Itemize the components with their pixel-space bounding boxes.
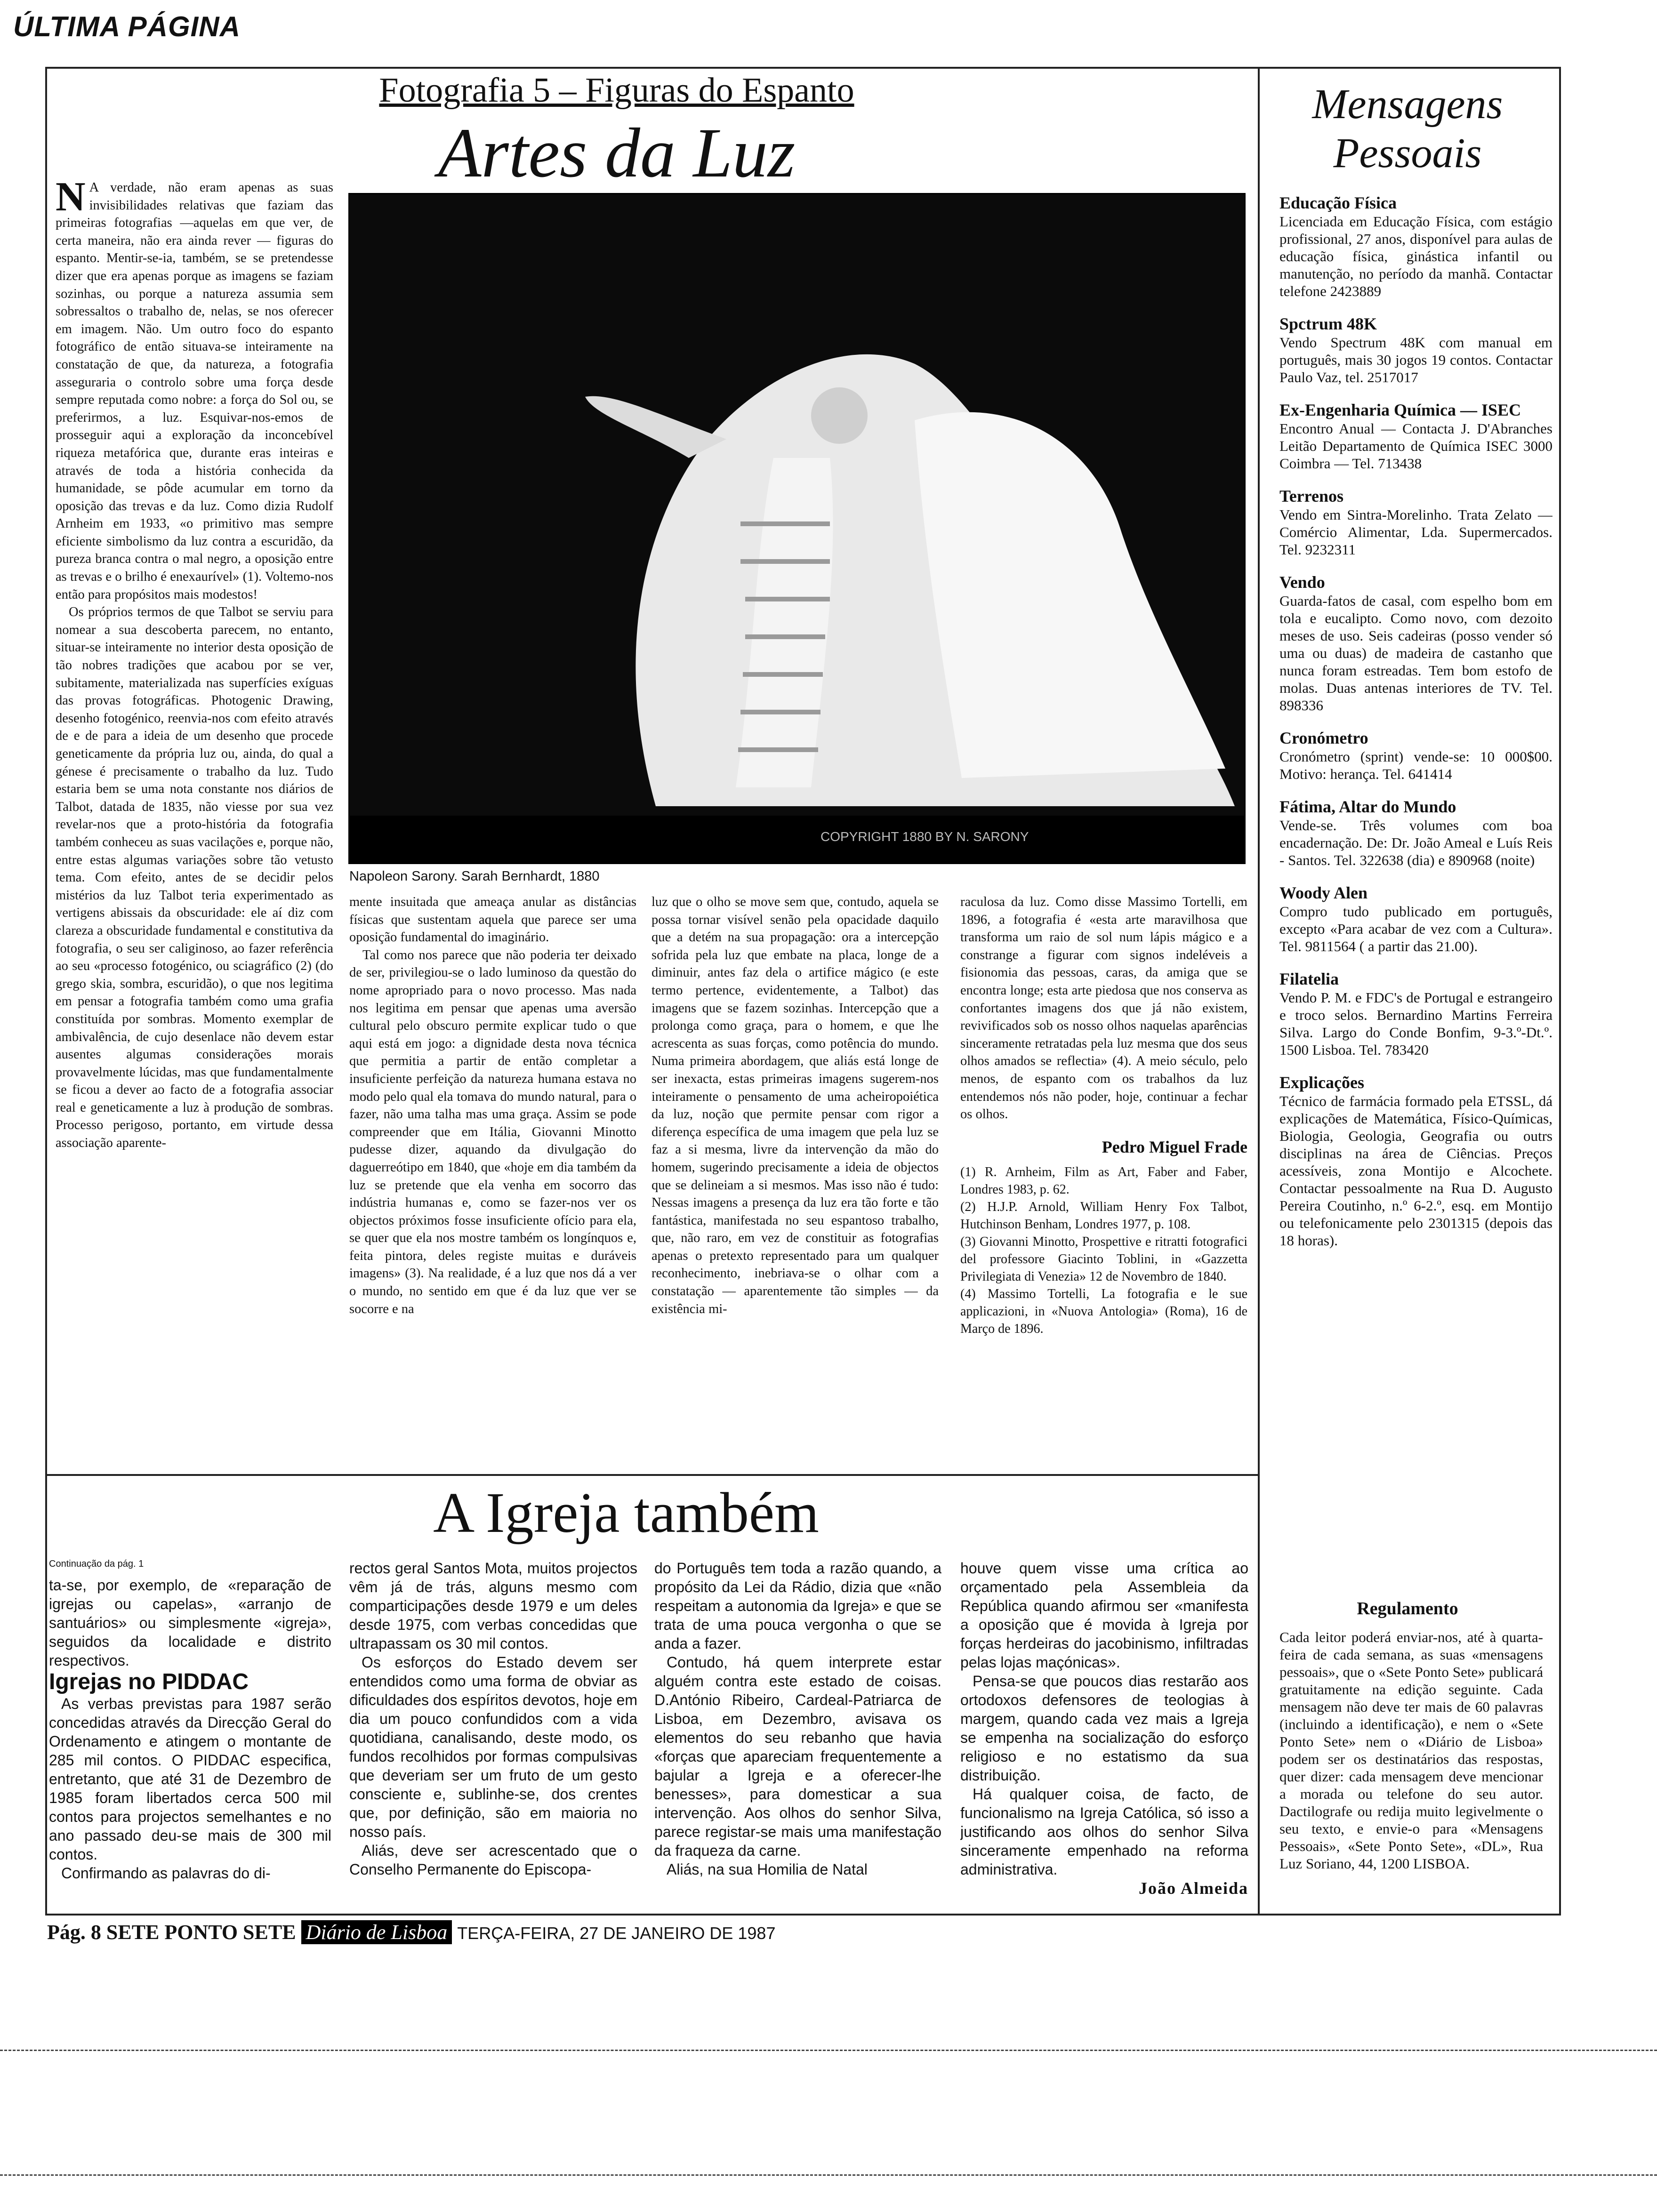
article-column-4	[960, 893, 1247, 1472]
reference-item: (4) Massimo Tortelli, La fotografia e le sue applicazioni, in «Nuova Antologia» (Roma), 16 de Março de 1896.	[960, 1287, 1247, 1337]
igreja-paragraph: rectos geral Santos Mota, muitos projectos vêm já de trás, alguns mesmo com comparticipações desde 1979 e um deles desde 1975, com verbas concedidas que ultrapassam os 30 mil contos.	[349, 1560, 637, 1652]
igreja-author: João Almeida	[1138, 1879, 1248, 1898]
ad-text: Vendo P. M. e FDC's de Portugal e estrangeiro e troco selos. Bernardino Martins Ferreira Silva. Largo do Conde Bonfim, 9-3.º-Dt.º. 1500 Lisboa. Tel. 783420	[1279, 989, 1552, 1058]
igreja-paragraph: ta-se, por exemplo, de «reparação de igrejas ou capelas», «arranjo de santuários» ou simplesmente «igreja», seguidos da localidade e distrito respectivos.	[49, 1577, 331, 1669]
igreja-column-1	[49, 1576, 331, 1905]
article-paragraph: Os próprios termos de que Talbot se serviu para nomear a sua descoberta parecem, no entanto, situar-se inteiramente no interior desta oposição de tão nobres tradições que acabou por se ver, subitamente, materializada nas superfícies exíguas das provas fotográficas. Photogenic Drawing, desenho fotogénico, reenvia-nos com efeito através de e de para a ideia de um desenho que procede geneticamente da própria luz ou, ainda, do qual a génese é precisamente o trabalho da luz. Tudo estaria bem se uma nota constante nos diários de Talbot, datada de 1835, não viesse por sua vez revelar-nos que a proto-história da fotografia também conheceu as suas vacilações e, porque não, entre estas algumas variações sobre tão vetusto tema. Com efeito, antes de se decidir pelos mistérios da luz Talbot teria experimentado as vertigens abissais da obscuridade: ele aí diz com clareza a obscuridade fundamental e constitutiva da fotografia, o seu ser caliginoso, ao fazer referência ao seu «processo fotogénico, ou sciagráfico (2) (do grego skia, sombra, escuridão), o que nos legitima em pensar a fotografia também como uma grafia constituída por sombras. Momento exemplar de ambivalência, de cujo desenlace não devem estar ausentes algumas considerações morais provavelmente lúcidas, mas que fundamentalmente se ficou a dever ao facto de a fotografia associar real e geneticamente a luz à produção de sombras. Processo perigoso, portanto, em virtude dessa associação aparente-	[56, 605, 333, 1151]
reference-item: (2) H.J.P. Arnold, William Henry Fox Talbot, Hutchinson Benham, Londres 1977, p. 108.	[960, 1200, 1247, 1232]
article-paragraph: Tal como nos parece que não poderia ter deixado de ser, privilegiou-se o lado luminoso da questão do nome apropriado para o novo processo. Mas nada nos legitima em pensar que apenas uma aversão cultural pelo obscuro permite explicar tudo o que aqui está em jogo: a dignidade desta nova técnica que permitia a partir de então completar a insuficiente perfeição da natureza humana estava no modo pelo qual ela tomava do mundo natural, para o fazer, não uma talha mas uma graça. Assim se pode compreender que em Itália, Giovanni Minotto pudesse dizer, aquando da divulgação do daguerreótipo em 1840, que «hoje em dia também da luz se pretende que ela venha em socorro das indústria humanas e, como se fazer-nos ver os objectos próximos fosse insuficiente ofício para ela, se quer que ela nos mostre também os longínquos e, feita pintora, deles registe muitas e duráveis imagens» (3). Na realidade, é a luz que nos dá a ver o mundo, no sentido em que é da luz que ver se socorre e na	[349, 947, 636, 1316]
ad-heading: Spctrum 48K	[1279, 314, 1377, 333]
ad-heading: Ex-Engenharia Química — ISEC	[1279, 401, 1521, 419]
ad-text: Encontro Anual — Contacta J. D'Abranches Leitão Departamento de Química ISEC 3000 Coimbra — Tel. 713438	[1279, 420, 1552, 472]
ad-text: Cronómetro (sprint) vende-se: 10 000$00. Motivo: herança. Tel. 641414	[1279, 748, 1552, 782]
igreja-column-4	[960, 1559, 1248, 1907]
continuation-note: Continuação da pág. 1	[49, 1559, 144, 1569]
footer-brand-logo: Diário de Lisboa	[301, 1920, 452, 1944]
igreja-paragraph: Há qualquer coisa, de facto, de funcionalismo na Igreja Católica, só isso a justificando aos olhos do senhor Silva sinceramente empenhado na reforma administrativa.	[960, 1786, 1248, 1878]
article-author: Pedro Miguel Frade	[1102, 1137, 1247, 1156]
sarah-bernhardt-photo-image	[350, 194, 1244, 863]
igreja-paragraph: Confirmando as palavras do di-	[61, 1865, 271, 1882]
ad-text: Técnico de farmácia formado pela ETSSL, dá explicações de Matemática, Físico-Químicas, Biologia, Geologia, Geografia ou outrs disciplinas na área de Ciências. Preços acessíveis, zona Montijo e Alcochete. Contactar pessoalmente na Rua D. Augusto Pereira Coutinho, n.º 6-2.º, esq. em Montijo ou telefonicamente pelo 2301315 (depois das 18 horas).	[1279, 1093, 1552, 1249]
article-photo	[348, 193, 1246, 864]
footer-date: TERÇA-FEIRA, 27 DE JANEIRO DE 1987	[457, 1923, 776, 1943]
drop-cap: N	[56, 179, 86, 220]
cut-line	[0, 2050, 1657, 2051]
reference-item: (1) R. Arnheim, Film as Art, Faber and Faber, Londres 1983, p. 62.	[960, 1165, 1247, 1197]
igreja-column-3	[654, 1559, 941, 1907]
article-kicker: Fotografia 5 – Figuras do Espanto	[379, 71, 854, 110]
reference-item: (3) Giovanni Minotto, Prospettive e ritratti fotografici del professore Giacinto Toblini, in «Gazzetta Privilegiata di Venezia» 12 de Novembro de 1840.	[960, 1234, 1247, 1284]
photo-caption: Napoleon Sarony. Sarah Bernhardt, 1880	[349, 869, 600, 884]
ad-text: Vendo em Sintra-Morelinho. Trata Zelato — Comércio Alimentar, Lda. Supermercados. Tel. 9232311	[1279, 506, 1552, 558]
ad-heading: Filatelia	[1279, 970, 1339, 988]
article-divider	[45, 1474, 1260, 1476]
ad-heading: Fátima, Altar do Mundo	[1279, 797, 1456, 816]
ad-text: Vende-se. Três volumes com boa encadernação. De: Dr. João Ameal e Luís Reis - Santos. Tel. 322638 (dia) e 890968 (noite)	[1279, 817, 1552, 868]
article-column-3	[652, 893, 939, 1467]
igreja-paragraph: Pensa-se que poucos dias restarão aos ortodoxos defensores de teologias à margem, quando cada vez mais a Igreja se empenha na socialização do esforço religioso e no estatismo da sua distribuição.	[960, 1673, 1248, 1784]
igreja-paragraph: Aliás, deve ser acrescentado que o Conselho Permanente do Episcopa-	[349, 1842, 637, 1878]
article-references	[960, 1163, 1247, 1338]
regulamento-text: Cada leitor poderá enviar-nos, até à quarta-feira de cada semana, as suas «mensagens pessoais», que o «Sete Ponto Sete» publicará gratuitamente na edição seguinte. Cada mensagem não deve ter mais de 60 palavras (incluindo a identificação), e nem o «Sete Ponto Sete» nem o «Diário de Lisboa» podem ser os destinatários das respostas, quer dizer: cada mensagem deve mencionar a morada ou telefone do seu autor. Dactilografe ou redija muito legivelmente o seu texto, e envie-o para «Mensagens Pessoais», «Sete Ponto Sete», «DL», Rua Luz Soriano, 44, 1200 LISBOA.	[1279, 1629, 1543, 1872]
mensagens-ads	[1279, 193, 1552, 1586]
igreja-paragraph: houve quem visse uma crítica ao orçamentado pela Assembleia da República quando afirmou ser «manifesta a oposição que é movida à Igreja por forças herdeiras do jacobinismo, infiltradas pelas lojas maçónicas».	[960, 1560, 1248, 1671]
section-label: ÚLTIMA PÁGINA	[13, 11, 241, 42]
igreja-subhead: Igrejas no PIDDAC	[49, 1669, 249, 1694]
igreja-paragraph: Os esforços do Estado devem ser entendidos como uma forma de obviar as dificuldades dos espíritos devotos, hoje em dia um pouco confundidos com a vida quotidiana, canalisando, deste modo, os fundos recolhidos por formas compulsivas que deveriam ser um fruto de um gesto consciente e, sublinhe-se, dos crentes que, por definição, são em maioria no nosso país.	[349, 1654, 637, 1840]
footer-page-label: Pág. 8 SETE PONTO SETE	[47, 1921, 296, 1944]
article-column-1	[56, 179, 333, 1468]
ad-heading: Cronómetro	[1279, 729, 1368, 747]
igreja-paragraph: Aliás, na sua Homilia de Natal	[667, 1861, 868, 1878]
cut-line	[0, 2174, 1657, 2176]
photo-copyright: COPYRIGHT 1880 BY N. SARONY	[820, 829, 1029, 844]
igreja-paragraph: do Português tem toda a razão quando, a propósito da Lei da Rádio, dizia que «não respeitam a autonomia da Igreja» e que se trata de uma pouca vergonha o que se anda a fazer.	[654, 1560, 941, 1652]
article-paragraph: mente insuitada que ameaça anular as distâncias físicas que sustentam aquela que parece ser uma oposição fundamental do imaginário.	[349, 895, 636, 945]
ad-text: Compro tudo publicado em português, excepto «Para acabar de vez com a Cultura». Tel. 9811564 ( a partir das 21.00).	[1279, 903, 1552, 954]
regulamento-title: Regulamento	[1357, 1599, 1458, 1619]
article-title: Artes da Luz	[438, 114, 796, 192]
ad-text: Guarda-fatos de casal, com espelho bom em tola e eucalipto. Como novo, com dezoito meses de uso. Seis cadeiras (posso vender só uma ou duas) de madeira de castanho que nunca foram estreadas. Tem bom estofo de molas. Duas antenas interiores de TV. Tel. 898336	[1279, 593, 1552, 713]
article-column-2	[349, 893, 636, 1467]
ad-text: Licenciada em Educação Física, com estágio profissional, 27 anos, disponível para aulas de educação física, ginástica infantil ou manutenção, no período da manhã. Contactar telefone 2423889	[1279, 213, 1552, 299]
igreja-paragraph: Contudo, há quem interprete estar alguém contra este estado de coisas. D.António Ribeiro, Cardeal-Patriarca de Lisboa, em Dezembro, avisava os elementos do seu rebanho que havia «forças que apareciam frequentemente a bajular a Igreja e a oferecer-lhe benesses», para domesticar a sua intervenção. Aos olhos do senhor Silva, parece registar-se mais uma manifestação da fraqueza da carne.	[654, 1654, 941, 1859]
igreja-column-2	[349, 1559, 637, 1907]
ad-heading: Terrenos	[1279, 487, 1344, 505]
sidebar-divider	[1258, 67, 1260, 1915]
article-paragraph: raculosa da luz. Como disse Massimo Tortelli, em 1896, a fotografia é «esta arte maravilhosa que transforma um raio de sol num lápis mágico e a constrange a figurar com signos indeléveis a fisionomia das pessoas, caras, da amiga que se encontra longe; esta arte piedosa que nos conserva as confortantes imagens dos que já não existem, revivificados sob os nosso olhos naquelas aparências sinceramente retratadas pela luz mesma que dos seus olhos amados se reflectia» (4). A meio século, pelo menos, de espanto com os trabalhos da luz entendemos nós não poder, hoje, continuar a fechar os olhos.	[960, 895, 1247, 1122]
ad-heading: Woody Alen	[1279, 883, 1368, 902]
page-footer	[47, 1920, 775, 1944]
ad-heading: Explicações	[1279, 1073, 1364, 1092]
article-paragraph: luz que o olho se move sem que, contudo, aquela se possa tornar visível senão pela opacidade daquilo que a detém na sua propagação: ora a intercepção sofrida pela luz que embate na placa, longe de a diminuir, antes faz dela o artifice mágico (e este termo pertence, evidentemente, a Talbot) das imagens que se fazem sozinhas. Intercepção que a prolonga como graça, para o homem, e que lhe acrescenta as suas forças, como potência do mundo. Numa primeira abordagem, que aliás está longe de ser inexacta, estas primeiras imagens sugerem-nos inteiramente o pensamento de uma acheiropoiética da luz, noção que permite pensar com rigor a diferença específica de uma imagem que pela luz se faz a si mesma, livre da intervenção da mão do homem, sugerindo precisamente a ideia de objectos que se delineiam a si mesmos. Mas isso não é tudo: Nessas imagens a presença da luz era tão forte e tão fantástica, manifestada no seu espantoso trabalho, que, não raro, em vez de constituir as fotografias apenas o pretexto representado para um qualquer reconhecimento, inebriava-se o olhar com a constatação — aparentemente tão simples — da existência mi-	[652, 895, 939, 1316]
ad-text: Vendo Spectrum 48K com manual em português, mais 30 jogos 19 contos. Contactar Paulo Vaz, tel. 2517017	[1279, 334, 1552, 385]
mensagens-title: Mensagens Pessoais	[1312, 81, 1503, 176]
ad-heading: Educação Física	[1279, 193, 1397, 212]
ad-heading: Vendo	[1279, 573, 1325, 592]
article-paragraph: A verdade, não eram apenas as suas invisibilidades relativas que faziam das primeiras fotografias —aquelas em que ver, de certa maneira, não era ainda rever — figuras do espanto. Mentir-se-ia, também, se se pretendesse dizer que era apenas porque as imagens se faziam sozinhas, ou porque a natureza assumia sem sobressaltos o trabalho de, nelas, se nos oferecer em imagem. Não. Um outro foco do espanto fotográfico de então situava-se inteiramente na constatação de que, da natureza, a fotografia asseguraria o controlo sobre uma força desde sempre reputada como nobre: a força do Sol ou, se preferirmos, a luz. Esquivar-nos-emos de prosseguir aqui a exploração da inconcebível riqueza metafórica que, durante eras inteiras e através de toda a história conhecida da humanidade, se pôde acumular em torno da oposição das trevas e da luz. Como dizia Rudolf Arnheim em 1933, «o primitivo mas sempre eficiente simbolismo da luz contra a escuridão, da pureza branca contra o mal negro, a oposição entre as trevas e o brilho é enexaurível» (1). Voltemo-nos então para propósitos mais modestos!	[56, 180, 333, 602]
igreja-title: A Igreja também	[433, 1481, 819, 1545]
igreja-paragraph: As verbas previstas para 1987 serão concedidas através da Direcção Geral do Ordenamento e atingem o montante de 285 mil contos. O PIDDAC especifica, entretanto, que até 31 de Dezembro de 1985 foram libertados cerca 500 mil contos para projectos semelhantes e no ano passado deu-se mais de 300 mil contos.	[49, 1695, 331, 1863]
